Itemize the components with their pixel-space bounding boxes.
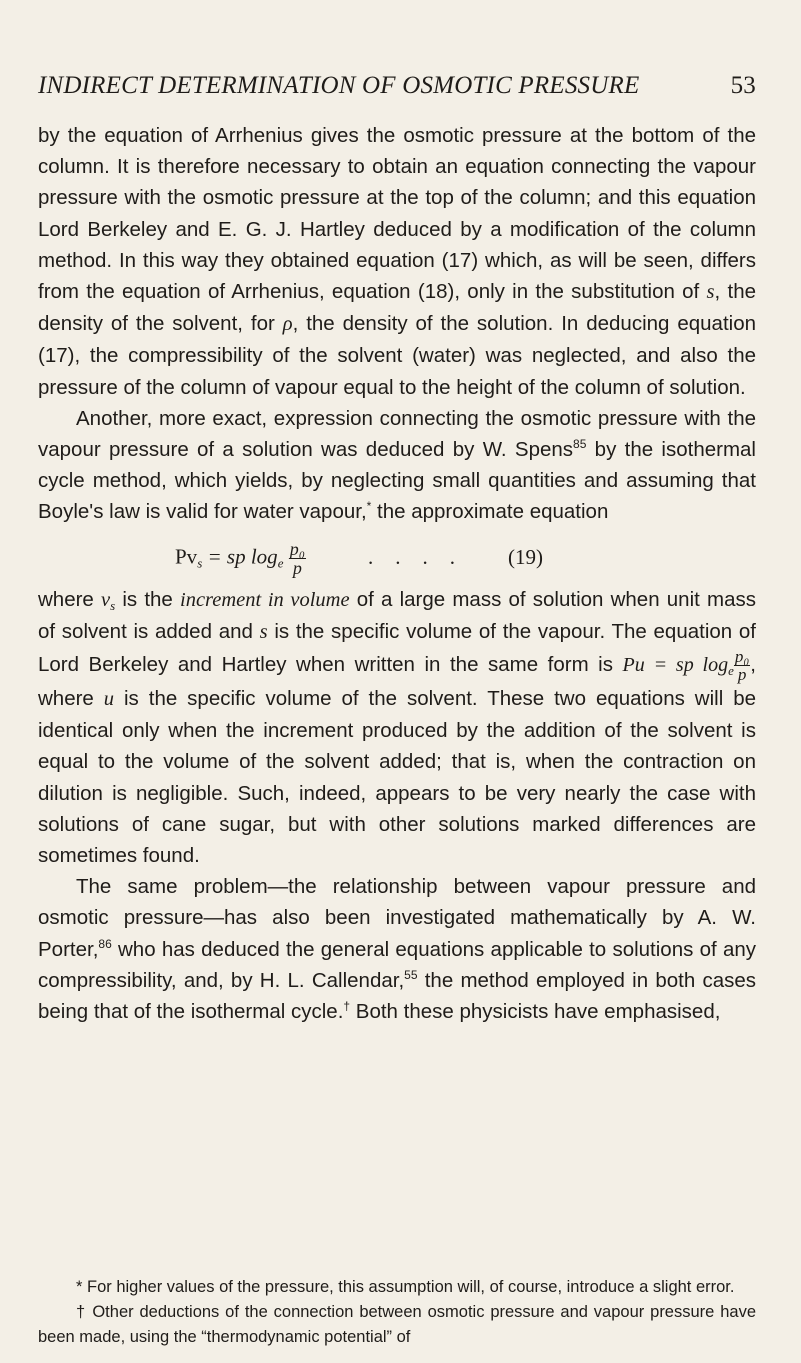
reference-86: 86 — [98, 936, 112, 951]
footnote-mark-dagger: † — [343, 999, 351, 1014]
reference-55: 55 — [404, 967, 418, 982]
footnote-dagger: † Other deductions of the connection between osmotic pressure and vapour pressure have been made, using the “thermodynamic potential” of — [38, 1303, 756, 1346]
paragraph-4: The same problem—the relationship between vapour pressure and osmotic pressure—has also been investigated mathematically by A. W. Porter,$^{86}$ who has deduced the general equations applicable to solutions of any compressibility, and, by H. L. Callendar,$^{55}$ the method employed in both cases being that of the isothermal cycle.† Both these physicists have emphasised, — [38, 875, 757, 1024]
running-title: INDIRECT DETERMINATION OF OSMOTIC PRESSURE — [38, 72, 640, 99]
footnotes — [38, 1275, 756, 1350]
page-number: 53 — [730, 72, 756, 99]
reference-85: 85 — [573, 437, 587, 452]
paragraph-3: where $v_s$ is the increment in volume of a large mass of solution when unit mass of solvent is added and s is the specific volume of the vapour. The equation of Lord Berkeley and Hartley when written in the same form is Pu = sp $\log_e$ $\frac{\text{p₀}}{p}$ , where u is the specific volume of the solvent. These two equations will be identical only when the increment produced by the addition of the solvent is equal to the volume of the solvent added; that is, when the contraction on dilution is negligible. Such, indeed, appears to be very nearly the case with solutions of cane sugar, but with other solutions marked differences are sometimes found. — [38, 587, 757, 868]
paragraph-1: by the equation of Arrhenius gives the osmotic pressure at the bottom of the column. It is therefore necessary to obtain an equation connecting the vapour pressure with the osmotic pressure at the top of the column; and this equation Lord Berkeley and E. G. J. Hartley deduced by a modification of the column method. In this way they obtained equation (17) which, as will be seen, differs from the equation of Arrhenius, equation (18), only in the substitution of s, the density of the solvent, for ρ, the density of the solution. In deducing equation (17), the compressibility of the solvent (water) was neglected, and also the pressure of the column of vapour equal to the height of the column of solution. — [38, 124, 757, 399]
body-text — [38, 120, 756, 1027]
footnote-mark-star: * — [366, 499, 372, 514]
equation-19: $Pv_s$ = sp $\log_e$ $\frac{\text{p₀}}{p}$ .... (19) — [175, 538, 543, 578]
running-header — [38, 72, 756, 110]
equation-number: (19) — [508, 544, 543, 569]
paragraph-2: Another, more exact, expression connecting the osmotic pressure with the vapour pressure of a solution was deduced by W. Spens$^{85}$ by the isothermal cycle method, which yields, by neglecting small quantities and assuming that Boyle's law is valid for water vapour,* the approximate equation — [38, 406, 756, 524]
footnote-star: * For higher values of the pressure, this assumption will, of course, introduce a slight error. — [76, 1278, 735, 1296]
